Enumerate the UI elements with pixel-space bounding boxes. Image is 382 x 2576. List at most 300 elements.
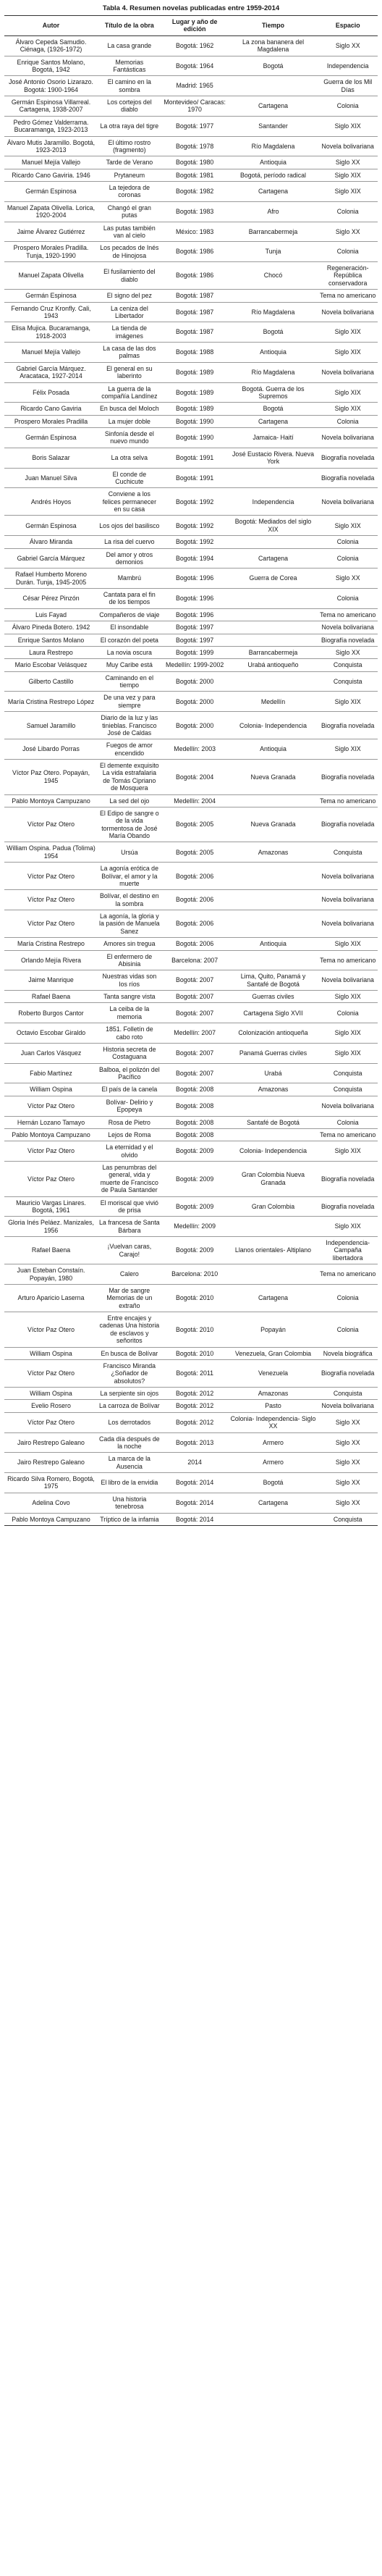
cell-lugar-ano: Bogotá: 2000	[161, 692, 229, 712]
cell-tiempo: Afro	[229, 201, 318, 222]
table-row	[4, 1312, 378, 1348]
table-row	[4, 692, 378, 712]
cell-lugar-ano: Bogotá: 2012	[161, 1388, 229, 1400]
cell-tiempo: Bogotá: Mediados del siglo XIX	[229, 516, 318, 536]
header-tiempo: Tiempo	[229, 16, 318, 36]
table-row	[4, 1023, 378, 1044]
cell-titulo: La agonía, la gloria y la pasión de Manuela Sanez	[98, 910, 161, 938]
cell-tiempo: Bogotá	[229, 56, 318, 76]
cell-lugar-ano: Bogotá: 1980	[161, 156, 229, 169]
cell-autor: Andrés Hoyos	[4, 488, 98, 516]
table-row	[4, 938, 378, 950]
cell-espacio: Siglo XX	[318, 1493, 378, 1513]
cell-tiempo: Lima, Quito, Panamá y Santafé de Bogotá	[229, 970, 318, 991]
cell-lugar-ano: Bogotá: 2009	[161, 1196, 229, 1217]
cell-lugar-ano: Bogotá: 2007	[161, 1063, 229, 1083]
table-row	[4, 548, 378, 569]
cell-titulo: Los pecados de Inés de Hinojosa	[98, 242, 161, 262]
cell-titulo: Cantata para el fin de los tiempos	[98, 589, 161, 609]
cell-lugar-ano: Bogotá: 2000	[161, 712, 229, 739]
cell-lugar-ano: Bogotá: 1996	[161, 608, 229, 621]
cell-autor: Prospero Morales Pradilla. Tunja, 1920-1990	[4, 242, 98, 262]
table-row	[4, 242, 378, 262]
cell-espacio: Siglo XIX	[318, 516, 378, 536]
cell-titulo: Changó el gran putas	[98, 201, 161, 222]
cell-lugar-ano: Bogotá: 1994	[161, 548, 229, 569]
cell-lugar-ano: Bogotá: 2005	[161, 807, 229, 842]
cell-titulo: La otra raya del tigre	[98, 116, 161, 136]
cell-lugar-ano: Bogotá: 2014	[161, 1473, 229, 1493]
cell-tiempo	[229, 290, 318, 302]
cell-titulo: El general en su laberinto	[98, 362, 161, 382]
cell-lugar-ano: Bogotá: 1986	[161, 242, 229, 262]
cell-autor: José Antonio Osorio Lizarazo. Bogotá: 1900-1964	[4, 76, 98, 96]
cell-lugar-ano: Bogotá: 1991	[161, 468, 229, 488]
cell-autor: Samuel Jaramillo	[4, 712, 98, 739]
cell-espacio: Colonia	[318, 415, 378, 427]
cell-tiempo	[229, 1264, 318, 1285]
cell-tiempo	[229, 589, 318, 609]
cell-espacio: Biografía novelada	[318, 712, 378, 739]
cell-lugar-ano: Bogotá: 1989	[161, 382, 229, 403]
cell-espacio: Novela bolivariana	[318, 910, 378, 938]
table-row	[4, 156, 378, 169]
cell-tiempo: Colonia- Independencia- Siglo XX	[229, 1412, 318, 1432]
cell-tiempo: Chocó	[229, 262, 318, 290]
cell-tiempo: Río Magdalena	[229, 136, 318, 156]
cell-titulo: Los cortejos del diablo	[98, 96, 161, 117]
header-autor: Autor	[4, 16, 98, 36]
table-row	[4, 970, 378, 991]
cell-titulo: La novia oscura	[98, 646, 161, 658]
cell-lugar-ano: Bogotá: 2009	[161, 1237, 229, 1264]
cell-autor: Germán Espinosa	[4, 516, 98, 536]
table-row	[4, 646, 378, 658]
cell-espacio: Novela bolivariana	[318, 1400, 378, 1412]
cell-espacio: Conquista	[318, 1063, 378, 1083]
cell-tiempo: Cartagena	[229, 415, 318, 427]
header-row	[4, 16, 378, 36]
cell-tiempo: Independencia	[229, 488, 318, 516]
cell-autor: Jaime Álvarez Gutiérrez	[4, 222, 98, 242]
cell-titulo: Ursúa	[98, 842, 161, 863]
table-row	[4, 56, 378, 76]
table-row	[4, 302, 378, 322]
cell-tiempo: Barrancabermeja	[229, 646, 318, 658]
cell-autor: Álvaro Miranda	[4, 536, 98, 548]
cell-autor: Rafael Humberto Moreno Durán. Tunja, 1945-2005	[4, 569, 98, 589]
cell-tiempo: Venezuela	[229, 1359, 318, 1387]
cell-autor: Juan Manuel Silva	[4, 468, 98, 488]
table-row	[4, 739, 378, 760]
cell-titulo: El libro de la envidia	[98, 1473, 161, 1493]
cell-lugar-ano: Bogotá: 1962	[161, 35, 229, 56]
table-row	[4, 1400, 378, 1412]
cell-espacio: Colonia	[318, 201, 378, 222]
cell-espacio: Siglo XX	[318, 156, 378, 169]
cell-espacio: Tema no americano	[318, 1128, 378, 1141]
cell-titulo: El demente exquisito La vida estrafalaria de Tomás Cipriano de Mosquera	[98, 760, 161, 795]
cell-tiempo: Antioquia	[229, 156, 318, 169]
table-row	[4, 1096, 378, 1116]
cell-lugar-ano: Barcelona: 2007	[161, 950, 229, 970]
cell-autor: Prospero Morales Pradilla	[4, 415, 98, 427]
cell-titulo: Prytaneum	[98, 169, 161, 181]
cell-autor: María Cristina Restrepo	[4, 938, 98, 950]
cell-espacio: Siglo XIX	[318, 739, 378, 760]
cell-autor: Mauricio Vargas Linares. Bogotá, 1961	[4, 1196, 98, 1217]
cell-autor: Gabriel García Márquez. Aracataca, 1927-2014	[4, 362, 98, 382]
table-row	[4, 35, 378, 56]
cell-tiempo: Amazonas	[229, 842, 318, 863]
cell-espacio: Siglo XIX	[318, 692, 378, 712]
cell-espacio: Siglo XX	[318, 222, 378, 242]
cell-tiempo: Bogotá	[229, 403, 318, 415]
table-row	[4, 1141, 378, 1162]
cell-tiempo: Antioquia	[229, 938, 318, 950]
cell-tiempo: Llanos orientales- Altiplano	[229, 1237, 318, 1264]
cell-tiempo: Río Magdalena	[229, 362, 318, 382]
table-row	[4, 1388, 378, 1400]
cell-espacio: Tema no americano	[318, 608, 378, 621]
cell-espacio: Siglo XIX	[318, 938, 378, 950]
cell-titulo: Fuegos de amor encendido	[98, 739, 161, 760]
cell-tiempo	[229, 794, 318, 807]
table-row	[4, 991, 378, 1003]
cell-autor: Octavio Escobar Giraldo	[4, 1023, 98, 1044]
table-row	[4, 1217, 378, 1237]
cell-espacio: Siglo XIX	[318, 182, 378, 202]
cell-tiempo	[229, 634, 318, 646]
table-row	[4, 76, 378, 96]
cell-lugar-ano: Bogotá: 2006	[161, 910, 229, 938]
table-row	[4, 343, 378, 363]
cell-espacio: Tema no americano	[318, 290, 378, 302]
table-row	[4, 807, 378, 842]
cell-titulo: La sed del ojo	[98, 794, 161, 807]
cell-lugar-ano: Bogotá: 2007	[161, 1003, 229, 1023]
table-header	[4, 16, 378, 36]
cell-autor: Gabriel García Márquez	[4, 548, 98, 569]
cell-espacio: Siglo XX	[318, 1412, 378, 1432]
cell-titulo: Caminando en el tiempo	[98, 671, 161, 692]
cell-titulo: La risa del cuervo	[98, 536, 161, 548]
cell-lugar-ano: Bogotá: 2008	[161, 1096, 229, 1116]
cell-espacio: Novela bolivariana	[318, 488, 378, 516]
cell-espacio: Colonia	[318, 242, 378, 262]
cell-titulo: Rosa de Pietro	[98, 1116, 161, 1128]
cell-tiempo	[229, 1217, 318, 1237]
cell-espacio: Conquista	[318, 671, 378, 692]
table-row	[4, 760, 378, 795]
cell-tiempo: Tunja	[229, 242, 318, 262]
cell-titulo: Historia secreta de Costaguana	[98, 1043, 161, 1063]
cell-titulo: El último rostro (fragmento)	[98, 136, 161, 156]
table-row	[4, 262, 378, 290]
table-row	[4, 1284, 378, 1312]
cell-autor: Germán Espinosa	[4, 182, 98, 202]
cell-autor: María Cristina Restrepo López	[4, 692, 98, 712]
cell-lugar-ano: Bogotá: 1987	[161, 302, 229, 322]
table-row	[4, 136, 378, 156]
cell-titulo: El enfermero de Abisinia	[98, 950, 161, 970]
cell-autor: Ricardo Silva Romero, Bogotá, 1975	[4, 1473, 98, 1493]
cell-espacio: Conquista	[318, 842, 378, 863]
table-row	[4, 712, 378, 739]
cell-lugar-ano: Bogotá: 2013	[161, 1432, 229, 1453]
cell-autor: Víctor Paz Otero	[4, 1412, 98, 1432]
cell-autor: Enrique Santos Molano, Bogotá, 1942	[4, 56, 98, 76]
cell-espacio: Siglo XIX	[318, 322, 378, 343]
cell-tiempo	[229, 608, 318, 621]
cell-tiempo: Guerras civiles	[229, 991, 318, 1003]
cell-titulo: Del amor y otros demonios	[98, 548, 161, 569]
cell-autor: Rafael Baena	[4, 1237, 98, 1264]
cell-titulo: La tienda de imágenes	[98, 322, 161, 343]
cell-tiempo: Cartagena	[229, 182, 318, 202]
cell-lugar-ano: Bogotá: 2004	[161, 760, 229, 795]
cell-lugar-ano: Bogotá: 1981	[161, 169, 229, 181]
cell-lugar-ano: Bogotá: 1982	[161, 182, 229, 202]
cell-autor: Pablo Montoya Campuzano	[4, 794, 98, 807]
cell-titulo: De una vez y para siempre	[98, 692, 161, 712]
cell-lugar-ano: Bogotá: 1999	[161, 646, 229, 658]
cell-espacio: Biografía novelada	[318, 1196, 378, 1217]
cell-titulo: Lejos de Roma	[98, 1128, 161, 1141]
cell-lugar-ano: Bogotá: 1991	[161, 448, 229, 468]
cell-lugar-ano: Bogotá: 2009	[161, 1162, 229, 1197]
cell-titulo: Bolívar- Delirio y Epopeya	[98, 1096, 161, 1116]
cell-titulo: Bolívar, el destino en la sombra	[98, 890, 161, 910]
table-row	[4, 950, 378, 970]
cell-tiempo: José Eustacio Rivera. Nueva York	[229, 448, 318, 468]
header-espacio: Espacio	[318, 16, 378, 36]
cell-lugar-ano: Bogotá: 2006	[161, 938, 229, 950]
cell-espacio: Novela bolivariana	[318, 136, 378, 156]
cell-tiempo: Bogotá, período radical	[229, 169, 318, 181]
cell-autor: Manuel Mejía Vallejo	[4, 343, 98, 363]
cell-espacio: Biografía novelada	[318, 448, 378, 468]
cell-lugar-ano: México: 1983	[161, 222, 229, 242]
table-row	[4, 290, 378, 302]
cell-tiempo: Armero	[229, 1432, 318, 1453]
cell-autor: Pablo Montoya Campuzano	[4, 1128, 98, 1141]
cell-lugar-ano: Bogotá: 1996	[161, 569, 229, 589]
table-row	[4, 1412, 378, 1432]
cell-espacio: Colonia	[318, 1312, 378, 1348]
cell-lugar-ano: Bogotá: 1978	[161, 136, 229, 156]
cell-tiempo: Colonia- Independencia	[229, 1141, 318, 1162]
cell-tiempo: Antioquia	[229, 343, 318, 363]
table-row	[4, 516, 378, 536]
cell-autor: Álvaro Cepeda Samudio. Ciénaga, (1926-1972)	[4, 35, 98, 56]
cell-titulo: La marca de la Ausencia	[98, 1453, 161, 1473]
cell-espacio: Novela bolivariana	[318, 1096, 378, 1116]
cell-espacio: Biografía novelada	[318, 1359, 378, 1387]
cell-espacio: Siglo XIX	[318, 1043, 378, 1063]
cell-lugar-ano: Medellín: 2003	[161, 739, 229, 760]
table-row	[4, 1359, 378, 1387]
cell-espacio: Siglo XX	[318, 646, 378, 658]
cell-lugar-ano: Bogotá: 1992	[161, 536, 229, 548]
cell-titulo: ¡Vuelvan caras, Carajo!	[98, 1237, 161, 1264]
table-row	[4, 362, 378, 382]
cell-autor: Laura Restrepo	[4, 646, 98, 658]
cell-lugar-ano: Barcelona: 2010	[161, 1264, 229, 1285]
cell-autor: Orlando Mejía Rivera	[4, 950, 98, 970]
cell-titulo: El fusilamiento del diablo	[98, 262, 161, 290]
cell-titulo: Calero	[98, 1264, 161, 1285]
cell-titulo: El camino en la sombra	[98, 76, 161, 96]
cell-espacio: Colonia	[318, 1116, 378, 1128]
cell-espacio: Independencia- Campaña libertadora	[318, 1237, 378, 1264]
cell-lugar-ano: Bogotá: 2014	[161, 1513, 229, 1525]
cell-autor: Víctor Paz Otero	[4, 1096, 98, 1116]
cell-tiempo: Amazonas	[229, 1083, 318, 1096]
table-row	[4, 1432, 378, 1453]
cell-titulo: La francesa de Santa Bárbara	[98, 1217, 161, 1237]
cell-lugar-ano: Bogotá: 2010	[161, 1284, 229, 1312]
cell-espacio: Colonia	[318, 96, 378, 117]
table-row	[4, 415, 378, 427]
cell-lugar-ano: Madrid: 1965	[161, 76, 229, 96]
cell-tiempo: Santander	[229, 116, 318, 136]
table-row	[4, 382, 378, 403]
cell-autor: Ricardo Cano Gaviria	[4, 403, 98, 415]
cell-titulo: Cada día después de la noche	[98, 1432, 161, 1453]
cell-tiempo: Panamá Guerras civiles	[229, 1043, 318, 1063]
table-row	[4, 1453, 378, 1473]
cell-titulo: Mambrú	[98, 569, 161, 589]
cell-autor: Gloria Inés Peláez. Manizales, 1956	[4, 1217, 98, 1237]
cell-autor: Víctor Paz Otero	[4, 890, 98, 910]
cell-espacio: Siglo XX	[318, 1473, 378, 1493]
cell-tiempo: Armero	[229, 1453, 318, 1473]
cell-espacio: Guerra de los Mil Días	[318, 76, 378, 96]
cell-lugar-ano: Bogotá: 1992	[161, 488, 229, 516]
header-lugar-ano: Lugar y año de edición	[161, 16, 229, 36]
cell-tiempo	[229, 1513, 318, 1525]
cell-lugar-ano: Bogotá: 2008	[161, 1116, 229, 1128]
cell-autor: Fabio Martínez	[4, 1063, 98, 1083]
cell-lugar-ano: Bogotá: 1989	[161, 362, 229, 382]
cell-tiempo: Medellín	[229, 692, 318, 712]
cell-titulo: La serpiente sin ojos	[98, 1388, 161, 1400]
table-row	[4, 910, 378, 938]
cell-autor: Adelina Covo	[4, 1493, 98, 1513]
cell-autor: Fernando Cruz Kronfly. Cali, 1943	[4, 302, 98, 322]
cell-titulo: Compañeros de viaje	[98, 608, 161, 621]
cell-lugar-ano: Medellín: 2004	[161, 794, 229, 807]
cell-autor: Víctor Paz Otero	[4, 910, 98, 938]
cell-lugar-ano: Bogotá: 2006	[161, 890, 229, 910]
cell-espacio: Regeneración-República conservadora	[318, 262, 378, 290]
cell-espacio: Siglo XX	[318, 569, 378, 589]
cell-espacio: Siglo XIX	[318, 343, 378, 363]
cell-autor: Pablo Montoya Campuzano	[4, 1513, 98, 1525]
cell-tiempo: Cartagena	[229, 1493, 318, 1513]
cell-lugar-ano: Bogotá: 2010	[161, 1312, 229, 1348]
cell-autor: Jairo Restrepo Galeano	[4, 1432, 98, 1453]
cell-autor: Germán Espinosa	[4, 290, 98, 302]
table-row	[4, 322, 378, 343]
cell-autor: Álvaro Pineda Botero. 1942	[4, 621, 98, 634]
cell-titulo: La otra selva	[98, 448, 161, 468]
cell-lugar-ano: Bogotá: 2012	[161, 1400, 229, 1412]
cell-lugar-ano: Bogotá: 2006	[161, 863, 229, 890]
table-row	[4, 569, 378, 589]
cell-autor: Manuel Zapata Olivella. Lorica, 1920-2004	[4, 201, 98, 222]
cell-autor: Jairo Restrepo Galeano	[4, 1453, 98, 1473]
cell-autor: William Ospina	[4, 1347, 98, 1359]
cell-tiempo: Río Magdalena	[229, 302, 318, 322]
cell-autor: Germán Espinosa	[4, 428, 98, 448]
table-row	[4, 1196, 378, 1217]
cell-lugar-ano: Bogotá: 1997	[161, 634, 229, 646]
cell-autor: Víctor Paz Otero	[4, 1312, 98, 1348]
cell-tiempo	[229, 536, 318, 548]
cell-lugar-ano: Bogotá: 2008	[161, 1128, 229, 1141]
cell-titulo: En busca de Bolívar	[98, 1347, 161, 1359]
cell-titulo: Memorias Fantásticas	[98, 56, 161, 76]
cell-lugar-ano: Bogotá: 1977	[161, 116, 229, 136]
cell-autor: Álvaro Mutis Jaramillo. Bogotá, 1923-2013	[4, 136, 98, 156]
cell-espacio: Novela bolivariana	[318, 302, 378, 322]
cell-lugar-ano: Bogotá: 1992	[161, 516, 229, 536]
cell-lugar-ano: Bogotá: 1987	[161, 290, 229, 302]
table-row	[4, 794, 378, 807]
cell-titulo: Diario de la luz y las tinieblas. Francisco José de Caldas	[98, 712, 161, 739]
cell-lugar-ano: Bogotá: 1983	[161, 201, 229, 222]
table-row	[4, 1043, 378, 1063]
cell-tiempo	[229, 910, 318, 938]
cell-autor: Víctor Paz Otero	[4, 1141, 98, 1162]
cell-lugar-ano: Bogotá: 2010	[161, 1347, 229, 1359]
cell-espacio: Biografía novelada	[318, 634, 378, 646]
cell-lugar-ano: Bogotá: 2007	[161, 1043, 229, 1063]
cell-lugar-ano: Bogotá: 2009	[161, 1141, 229, 1162]
cell-espacio: Biografía novelada	[318, 807, 378, 842]
cell-titulo: Mar de sangre Memorias de un extraño	[98, 1284, 161, 1312]
table-row	[4, 1116, 378, 1128]
cell-titulo: La eternidad y el olvido	[98, 1141, 161, 1162]
cell-autor: Víctor Paz Otero	[4, 807, 98, 842]
cell-tiempo	[229, 621, 318, 634]
cell-espacio: Colonia	[318, 1284, 378, 1312]
table-row	[4, 589, 378, 609]
cell-tiempo: Venezuela, Gran Colombia	[229, 1347, 318, 1359]
cell-titulo: Amores sin tregua	[98, 938, 161, 950]
cell-autor: Boris Salazar	[4, 448, 98, 468]
cell-titulo: Una historia tenebrosa	[98, 1493, 161, 1513]
cell-tiempo: Cartagena	[229, 96, 318, 117]
cell-titulo: Tríptico de la infamia	[98, 1513, 161, 1525]
cell-tiempo: Jamaica- Haití	[229, 428, 318, 448]
cell-titulo: Tanta sangre vista	[98, 991, 161, 1003]
cell-titulo: 1851. Folletín de cabo roto	[98, 1023, 161, 1044]
cell-titulo: Nuestras vidas son los ríos	[98, 970, 161, 991]
cell-tiempo: Urabá antioqueño	[229, 659, 318, 671]
cell-autor: Víctor Paz Otero	[4, 1162, 98, 1197]
cell-autor: Juan Esteban Constaín. Popayán, 1980	[4, 1264, 98, 1285]
cell-lugar-ano: Bogotá: 2012	[161, 1412, 229, 1432]
cell-autor: Manuel Mejía Vallejo	[4, 156, 98, 169]
table-row	[4, 1128, 378, 1141]
table-row	[4, 201, 378, 222]
table-row	[4, 488, 378, 516]
table-row	[4, 659, 378, 671]
cell-espacio: Siglo XIX	[318, 382, 378, 403]
